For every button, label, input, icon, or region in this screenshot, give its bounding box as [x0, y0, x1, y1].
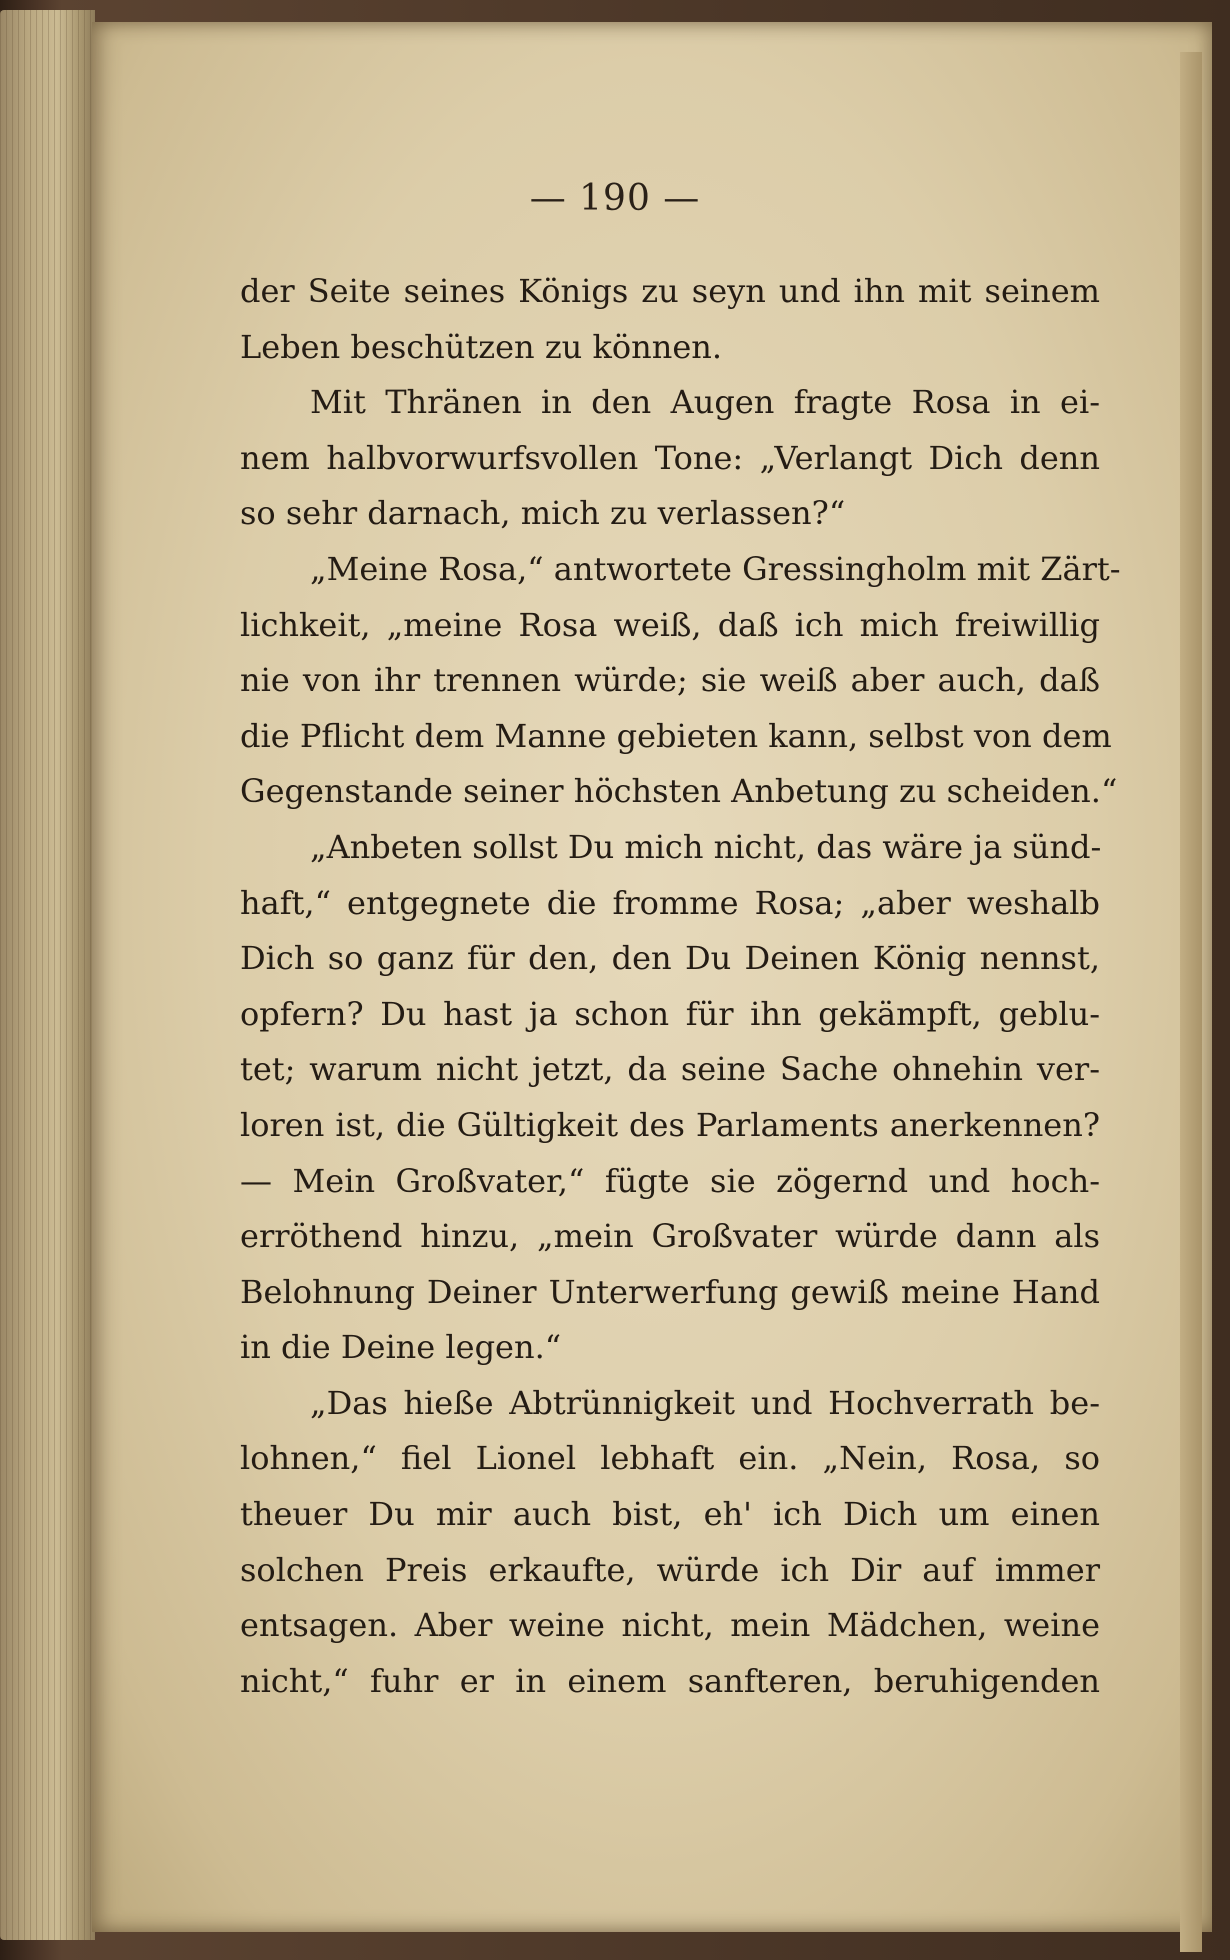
- text-line: Mit Thränen in den Augen fragte Rosa in ei-: [310, 383, 1100, 422]
- text-line: nem halbvorwurfsvollen Tone: „Verlangt Dich denn: [240, 438, 1100, 477]
- text-line: lohnen,“ fiel Lionel lebhaft ein. „Nein, Rosa, so: [240, 1439, 1100, 1478]
- text-line: nie von ihr trennen würde; sie weiß aber auch, daß: [240, 661, 1100, 700]
- text-line: der Seite seines Königs zu seyn und ihn mit seinem: [240, 272, 1100, 310]
- text-line: die Pflicht dem Manne gebieten kann, selbst von dem: [240, 716, 1112, 755]
- text-line: solchen Preis erkaufte, würde ich Dir auf immer: [240, 1550, 1100, 1589]
- text-line: „Meine Rosa,“ antwortete Gressingholm mit Zärt-: [310, 549, 1121, 588]
- text-line: „Anbeten sollst Du mich nicht, das wäre ja sünd-: [310, 827, 1102, 866]
- text-line: lichkeit, „meine Rosa weiß, daß ich mich freiwillig: [240, 605, 1100, 644]
- text-line: loren ist, die Gültigkeit des Parlaments anerkennen?: [240, 1105, 1100, 1144]
- text-line: erröthend hinzu, „mein Großvater würde dann als: [240, 1217, 1100, 1256]
- text-line: Leben beschützen zu können.: [240, 327, 723, 366]
- text-line: tet; warum nicht jetzt, da seine Sache ohnehin ver-: [240, 1050, 1100, 1089]
- text-line: theuer Du mir auch bist, eh' ich Dich um einen: [240, 1495, 1100, 1534]
- text-line: so sehr darnach, mich zu verlassen?“: [240, 494, 846, 533]
- text-line: Dich so ganz für den, den Du Deinen König nennst,: [240, 939, 1100, 978]
- text-line: in die Deine legen.“: [240, 1328, 562, 1367]
- left-page-edges: [0, 10, 95, 1940]
- text-line: opfern? Du hast ja schon für ihn gekämpft, geblu-: [240, 994, 1100, 1033]
- text-line: — Mein Großvater,“ fügte sie zögernd und hoch-: [240, 1161, 1100, 1200]
- page-number: — 190 —: [529, 178, 701, 219]
- text-line: „Das hieße Abtrünnigkeit und Hochverrath be-: [310, 1383, 1100, 1422]
- text-line: nicht,“ fuhr er in einem sanfteren, beruhigenden: [240, 1661, 1100, 1700]
- right-page-edge: [1180, 52, 1202, 1952]
- body-text: [240, 264, 1121, 1709]
- text-line: Belohnung Deiner Unterwerfung gewiß meine Hand: [240, 1272, 1100, 1311]
- text-line: Gegenstande seiner höchsten Anbetung zu scheiden.“: [240, 772, 1118, 811]
- text-line: entsagen. Aber weine nicht, mein Mädchen, weine: [240, 1606, 1100, 1645]
- text-line: haft,“ entgegnete die fromme Rosa; „aber weshalb: [240, 883, 1100, 922]
